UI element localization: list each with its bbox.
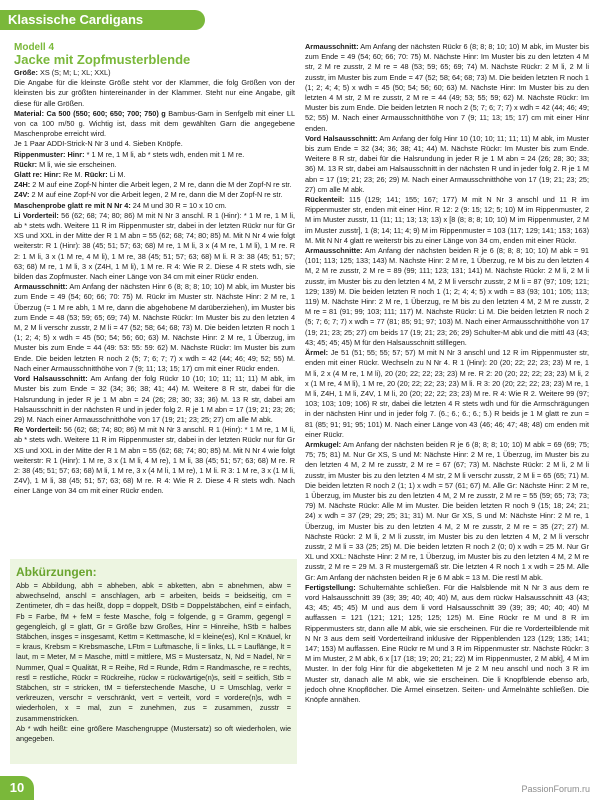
gauge: Maschenprobe glatt re mit N Nr 4: 24 M und 30 R = 10 x 10 cm. — [14, 200, 227, 210]
model-title: Jacke mit Zopfmusterblende — [14, 52, 191, 67]
right-front: Re Vorderteil: 56 (62; 68; 74; 80; 86) M mit N Nr 3 anschl. R 1 (Hinr): * 1 M re, 1 M li, ab * stets wdh. Weitere 11 R im Rippenmuster str, dabei in der letzten Rückr nur für Gr XS und XXL in der Mitte der R 1 M abn = 55 (62; 68; 74; 80; 85) M. Mit N Nr 4 wie folgt weiterstr: R 1 (Hinr): 1 M re, 3 x (1 M li, 4 M re), 1 M li, 38 (45; 51; 57; 63; 68) M re. R 2: 38 (45; 51; 57; 63; 68) M li, 1 M re, 3 x (4 M li, 1 M re), 1 M li. R 3: 1 M re, 3 x (1 M li, Z4V), 1 M li, 38 (45; 51; 57; 63; 68) M re. R 4: Wie R 2. Diese 4 R stets wdh. Nach einer Länge von 34 cm mit einer Rückr enden. — [14, 425, 295, 496]
right-neckline: Vord Halsausschnitt: Am Anfang der folg Hinr 10 (10; 10; 11; 11; 11) M abk, im Muster bis zum Ende = 32 (34; 36; 38; 41; 44) M. Nächste Rückr: Im Muster bis zum Ende. Weitere 8 R str, dabei für die Halsrundung in jeder R je 1 M abn = 24 (26; 28; 30; 33; 36) M. 13 R str, dabei am Halsausschnitt in der nächsten R und in jeder folg 2. R je 1 M abn = 17 (19; 21; 23; 26; 29) M. Nach einer Armausschnitthöhe von 17 (19; 21; 23; 25; 27) cm alle M abk. — [305, 133, 589, 194]
back-armholes: Armausschnitte: Am Anfang der nächsten beiden R je 6 (8; 8; 8; 10; 10) M abk = 91 (101; 113; 125; 133; 143) M. Nächste Hinr: 2 M re, 1 Überzug, re M bis zu den letzten 4 M, 2 M re zusstr, 2 M re = 89 (99; 111; 123; 131; 141) M. Nächste Rückr: 2 M li, 2 M li zusstr, im Muster bis zu den letzten 4 M, 2 M li verschr zusstr, 2 M li = 87 (97; 109; 121; 129; 139) M. Die beiden letzten R noch 1 (1; 2; 4; 4; 5) x wdh = 83 (93; 101; 105; 113; 119) M. Nächste Hinr: 2 M re, 1 Überzug, re M bis zu den letzten 4 M, 2 M re zusstr, 2 M re = 81 (91; 99; 103; 111; 117) M. Nächste Rückr: Li M. Die beiden letzten R noch 2 (5; 7; 6; 7; 7) x wdh = 77 (81; 85; 91; 97; 103) M. Nach einer Armausschnitthöhe von 17 (19; 21; 23; 25; 27) cm beids 17 (19; 21; 23; 26; 29) Schulter-M abk und die mittl 43 (43; 43; 45; 45; 45) M für den Halsausschnitt stilllegen. — [305, 246, 589, 347]
sleeve-cap: Armkugel: Am Anfang der nächsten beiden R je 6 (8; 8; 8; 10; 10) M abk = 69 (69; 75; 75; 75; 81) M. Nur Gr XS, S und M: Nächste Hinr: 2 M re, 1 Überzug, im Muster bis zu den letzten 4 M, 2 M re zusstr, 2 M re = 67 (67; 73) M. Nächste Rückr: 2 M li, 2 M li zusstr, im Muster bis zu den letzten 4 M str, 2 M li verschr zusstr, 2 M li = 65 (65; 71) M. Die beiden letzten R noch 2 (1; 1) x wdh = 57 (61; 67) M. Alle Gr: Nächste Hinr: 2 M re, 1 Überzug, im Muster bis zu den letzten 4 M, 2 M re zusstr, 2 M re = 55 (59; 65; 73; 73; 79) M. Nächste Rückr: Alle M im Muster. Die beiden letzten R noch 9 (15; 18; 24; 21; 24) x wdh = 37 (29; 29; 25; 31; 31) M. Nur Gr XS, S und M: Nächste Hinr: 2 M re, 1 Überzug, im Muster bis zu den letzten 4 M, 2 M re zusstr, 2 M re = 35 (27; 27) M. Nächste Rückr: 2 M li, 2 M li zusstr, im Muster bis zu den letzten 4 M, 2 M li verschr zusstr, 2 M li = 33 (25; 25) M. Die beiden letzten R noch 2 (0; 0) x wdh = 25 M. Nur Gr XL und XXL: Nächste Hinr: 2 M re, 1 Überzug, im Muster bis zu den letzten 4 M, 2 M re zusstr, 2 M re = 29 M. 3 R mustergemäß str. Die letzten 4 R noch 1 x wdh = 25 M. Alle Gr: Am Anfang der nächsten beiden R je 6 M abk = 13 M. Die restl M abk. — [305, 439, 589, 582]
finishing: Fertigstellung: Schulternähte schließen. Für die Halsblende mit N Nr 3 aus dem re vord Halsausschnitt 39 (39; 39; 40; 40; 40) M, aus dem rückw Halsausschnitt 43 (43; 43; 45; 45; 45) M und aus dem li vord Halsausschnitt 39 (39; 39; 40; 40; 40) M auffassen = 121 (121; 121; 125; 125; 125) M. Eine Rückr re M und 8 R im Rippenmusters str, dann alle M abk, wie sie erscheinen. Für die re Vorderteilblende mit N Nr 3 aus dem seitl Vorderteilrand inklusive der Rippenblenden 123 (129; 135; 141; 147; 153) M auffassen. Eine Rückr re M und 3 R im Rippenmuster str. Nächste Rückr: 3 M im Muster, 2 M abk, 6 x [17 (18; 19; 20; 21; 22) M im Rippenmuster, 2 M abk], 4 M im Muster. In der folg Hinr für die abgeketteten M je 2 M neu anschl und noch 3 R im Muster str, danach alle M abk, wie sie erscheinen. Die li Knopfblende ebenso arb, jedoch ohne Knopflöcher. Die Ärmel einsetzen. Seiten- und Ärmelnähte schließen. Die Knöpfe annähen. — [305, 582, 589, 704]
material-paragraph: Material: Ca 500 (550; 600; 650; 700; 750) g Bambus-Garn in Senfgelb mit einer LL von ca 100 m/50 g. Wichtig ist, dass mit dem gewählten Garn die angegebene Maschenprobe erreicht wird. — [14, 108, 295, 139]
material-needles: Je 1 Paar ADDI-Strick-N Nr 3 und 4. Sieben Knöpfe. — [14, 139, 183, 149]
watermark: PassionForum.ru — [521, 784, 590, 794]
abbreviations-box — [10, 559, 297, 764]
section-header: Klassische Cardigans — [0, 10, 205, 30]
cable-z4h: Z4H: 2 M auf eine Zopf-N hinter die Arbeit legen, 2 M re, dann die M der Zopf-N re str. — [14, 180, 292, 190]
right-column — [305, 42, 589, 705]
rib-pattern-wrong-side: Rückr: M li, wie sie erscheinen. — [14, 159, 117, 169]
left-column — [14, 42, 295, 497]
stockinette: Glatt re: Hinr: Re M. Rückr: Li M. — [14, 170, 126, 180]
size-intro: Die Angabe für die kleinste Größe steht vor der Klammer, die folg Größen von der kleinsten bis zur größten hintereinander in der Klammer. Steht nur eine Angabe, gilt diese für alle Größen. — [14, 78, 295, 108]
size-paragraph: Größe: XS (S; M; L; XL; XXL) — [14, 68, 111, 77]
abbreviations-title: Abkürzungen: — [16, 565, 97, 579]
sleeves: Ärmel: Je 51 (51; 55; 55; 57; 57) M mit N Nr 3 anschl und 12 R im Rippenmuster str, enden mit einer Rückr. Wechseln zu N Nr 4. R 1 (Hinr): 20 (20; 22; 22; 23; 23) M re, 1 M li, 2 x (4 M re, 1 M li), 20 (20; 22; 22; 23; 23) M re. R 2: 20 (20; 22; 22; 23; 23) M li, 2 x (1 M re, 4 M li), 1 M re, 20 (20; 22; 22; 23; 23) M li. R 3: 20 (20; 22; 22; 23; 23) M re, 1 M li, Z4H, 1 M li, Z4V, 1 M li, 20 (20; 22; 22; 23; 23) M re. R 4: Wie R 2. Weitere 99 (97; 103; 103; 109; 106) R str, dabei die letzten 4 R stets wdh und für die Armschrägungen in der nächsten Hinr und in jeder folg 7. (6.; 6.; 6.; 6.; 5.) R beids je 1 M glatt re zun = 81 (85; 91; 91; 95; 101) M. Nach einer Länge von 43 (46; 46; 47; 48; 48) cm enden mit einer Rückr. — [305, 348, 589, 439]
left-armhole: Armausschnitt: Am Anfang der nächsten Hinr 6 (8; 8; 8; 10; 10) M abk, im Muster bis zum Ende = 49 (54; 60; 66; 70: 75) M. Rückr im Muster str. Nächste Hinr: 2 M re, 1 Überzug (= 1 M re abh, 1 M re, dann die abgehobene M darüberziehen), im Muster bis zum Ende = 48 (53; 59; 65; 69; 74) M. Nächste Rückr: Im Muster bis zu den letzten 4 M, 2 M li verschr zusstr, 2 M li = 47 (52; 58; 64; 68; 73) M. Die beiden letzten R noch 1 (1; 2; 4; 5) x wdh = 45 (50; 54; 56; 60; 63) M. Nächste Hinr: 2 M re, 1 Überzug, im Muster bis zum Ende = 44 (49: 53: 55: 59: 62) M. Nächste Rückr: Im Muster bis zum Ende. Die beiden letzten R noch 2 (5; 7; 6; 7; 7) x wdh = 42 (44; 46; 49; 52; 55) M. Nach einer Armausschnitthöhe von 7 (9; 11; 13; 15; 17) cm mit einer Rückr enden. — [14, 282, 295, 373]
abbreviations-note: Ab * wdh heißt: eine größere Maschengruppe (Mustersatz) so oft wiederholen, wie angegeben. — [16, 723, 291, 744]
cable-z4v: Z4V: 2 M auf eine Zopf-N vor die Arbeit legen, 2 M re, dann die M der Zopf-N re str. — [14, 190, 283, 200]
model-label: Modell 4 — [14, 42, 55, 53]
left-front: Li Vorderteil: 56 (62; 68; 74; 80; 86) M mit N Nr 3 anschl. R 1 (Hinr): * 1 M re, 1 M li, ab * stets wdh. Weitere 11 R im Rippenmuster str, dabei in der letzten Rückr nur für Gr XS und XXL in der Mitte der R 1 M abn = 55 (62; 68; 74; 80; 85) M. Mit N Nr 4 wie folgt weiterstr: R 1 (Hinr): 38 (45; 51; 57; 63; 68) M re, 1 M li, 3 x (4 M re, 1 M li), 1 M re. R 2: 1 M li, 3 x (1 M re, 4 M li), 1 M re, 38 (45; 51; 57; 63; 68) M li. R 3: 38 (45; 51; 57; 63; 68) M re, 1 M li, 3 x (Z4H, 1 M li), 1 M re. R 4: Wie R 2. Diese 4 R stets wdh, sie bilden das Zopfmuster. Nach einer Länge von 34 cm mit einer Rückr enden. — [14, 210, 295, 282]
abbreviations-text: Abb = Abbildung, abh = abheben, abk = abketten, abn = abnehmen, abw = abwechselnd, anschl = anschlagen, arb = arbeiten, beids = beidseitig, cm = Zentimeter, dh = das heißt, dopp = doppelt, DStb = Doppelstäbchen, einf = einfach, Fb = Farbe, fM + feM = feste Masche, folg = folgende, g = Gramm, gegengl = gegengleich, gl = glatt, Gr = Größe bzw Großes, Hinr = Hinreihe, hStb = halbes Stäbchen, insges = insgesamt, Kettm = Kettmasche, kl = kleine(es), Knl = Knäuel, kr = kraus, Krebsm = Krebsmasche, LFtm = Luftmasche, li = links, LL = Lauflänge, lt = laut, m = Meter, M = Masche, mittl = mittlere, MS = Mustersatz, N, Nd = Nadel, Nr = Nummer, Qual = Qualität, R = Reihe, Rd = Runde, Rdm = Randmasche, re = rechts, restl = restliche, Rückr = Rückreihe, rückw = rückwärtige(n)s, seitl = seitlich, Stb = Stäbchen, str = stricken, tM = tieferstechende Masche, U = Umschlag, verkr = verkreuzen, verschr = verschränkt, vert = verteilt, vord = vordere(n)s, wdh = wiederholen, x = mal, zun = zunehmen, zus = zusammen, zusstr = zusammenstricken. — [16, 581, 291, 723]
right-armhole: Armausschnitt: Am Anfang der nächsten Rückr 6 (8; 8; 8; 10; 10) M abk, im Muster bis zum Ende = 49 (54; 60; 66; 70: 75) M. Nächste Hinr: Im Muster bis zu den letzten 4 M str, 2 M re zusstr, 2 M re = 48 (53; 59; 65; 69; 74) M. Nächste Rückr: 2 M li, 2 M li zusstr, im Muster bis zum Ende = 47 (52; 58; 64; 68; 73) M. Die beiden letzten R noch 1 (1; 2; 4; 4; 5) x wdh = 45 (50; 54; 56; 60; 63) M. Nächste Hinr: Im Muster bis zu den letzten 4 M str, 2 M re zusstr, 2 M re = 44 (49; 53; 55; 59; 62) M. Nächste Rückr: Im Muster bis zum Ende. Die beiden letzten R noch 2 (5; 7; 6; 7; 7) x wdh = 42 (44; 46; 49; 52; 55) M. Nach einer Armausschnitthöhe von 7 (9; 11; 13; 15; 17) cm mit einer Hinr enden. — [305, 42, 589, 133]
back-piece: Rückenteil: 115 (129; 141; 155; 167; 177) M mit N Nr 3 anschl und 11 R im Rippenmuster str, enden mit einer Hinr. R 12: 2 (9: 15; 12; 5; 10) M im Rippenmuster, 2 M im Muster zusstr, 11 (11; 11; 13; 13; 13) x [8 (8; 8; 8; 10; 10) M im Rippenmuster, 2 M im Muster zusstr], 1 (8; 14; 11; 4; 9) M im Rippenmuster = 103 (117; 129; 141; 153; 163) M. Mit N Nr 4 glatt re weiterstr bis zu einer Länge von 34 cm, enden mit einer Rückr. — [305, 195, 589, 245]
page-number: 10 — [0, 776, 34, 800]
left-neckline: Vord Halsausschnitt: Am Anfang der folg Rückr 10 (10; 10; 11; 11; 11) M abk, im Muster bis zum Ende = 32 (34; 36; 38; 41; 44) M. Weitere 8 R str, dabei für die Halsrundung in jeder R je 1 M abn = 24 (26; 28; 30; 33; 36) M. 13 R str, dabei am Halsausschnitt in der nächsten R und in jeder folg 2. R je 1 M abn = 17 (19; 21; 23; 26; 29) M. Nach einer Armausschnitthöhe von 17 (19; 21; 23; 25; 27) cm alle M abk. — [14, 374, 295, 424]
rib-pattern: Rippenmuster: Hinr: * 1 M re, 1 M li, ab * stets wdh, enden mit 1 M re. — [14, 149, 245, 159]
